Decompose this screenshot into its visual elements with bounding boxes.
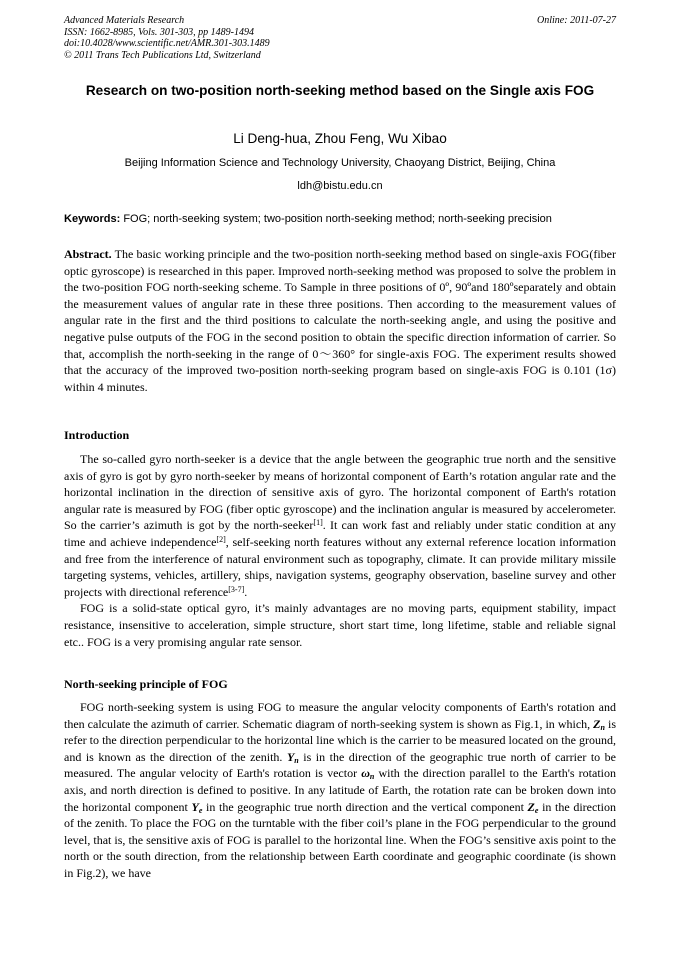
- doi-line: doi:10.4028/www.scientific.net/AMR.301-303.1489: [64, 38, 270, 49]
- intro-text-3: , self-seeking north features without any external reference location information and free from the interference of natural environment such as topography, climate. It can provide military missile targeting systems, vehicles, artillery, ships, navigation systems, geography observation, baseline survey and other projects with directional reference: [64, 534, 616, 599]
- author-email: ldh@bistu.edu.cn: [297, 180, 383, 192]
- copyright-line: © 2011 Trans Tech Publications Ltd, Switzerland: [64, 49, 261, 61]
- abstract-label: Abstract.: [64, 247, 112, 261]
- citation-1: [1]: [313, 518, 323, 528]
- symbol-zn: $Z_n$: [593, 716, 605, 732]
- keywords-text: FOG; north-seeking system; two-position north-seeking method; north-seeking precision: [123, 213, 552, 225]
- journal-header: [64, 15, 616, 61]
- ns-text-6: in the direction of the zenith. To place the FOG on the turntable with the fiber coil’s plane in the FOG perpendicular to the ground level, that is, the sensitive axis of FOG is parallel to the horizontal line. When the FOG’s sensitive axis point to the north or the south direction, from the relationship between Earth coordinate and geographic coordinate (is shown in Fig.2), we have: [64, 799, 616, 880]
- introduction-section: [64, 451, 616, 650]
- abstract-text: The basic working principle and the two-position north-seeking method based on single-axis FOG(fiber optic gyroscope) is researched in this paper. Improved north-seeking method was proposed to solve the problem in the two-position FOG north-seeking scheme. To Sample in three positions of 0º, 90ºand 180ºseparately and obtain the measurement values of angular rate in these three positions. Then according to the measurement values of angular rate in the first and the third positions to calculate the north-seeking angle, and using the positive and negative pulse outputs of the FOG in the second position to obtain the specific direction information of carrier. So that, accomplish the north-seeking in the range of 0～360° for single-axis FOG. The experiment results showed that the accuracy of the improved two-position north-seeking program based on single-axis FOG is 0.101 (1σ) within 4 minutes.: [64, 247, 616, 394]
- intro-text-1: The so-called gyro north-seeker is a device that the angle between the geographic true north and the sensitive axis of gyro is got by gyro north-seeker by means of horizontal component of Earth’s rotation angular rate and the horizontal inclination in the direction of sensitive axis of gyro. The horizontal component of Earth's rotation angular rate is measured by FOG (fiber optic gyroscope) and the inclination angular is measured by accelerometer. So the carrier’s azimuth is got by the north-seeker: [64, 452, 616, 533]
- intro-text-4: .: [244, 584, 248, 599]
- paper-title: Research on two-position north-seeking method based on the Single axis FOG: [85, 83, 595, 98]
- symbol-omega-n: $\omega_n$: [361, 766, 375, 782]
- ns-text-2: is refer to the direction perpendicular to the horizontal line which is the carrier to be measured located on the ground, and is known as the direction of the zenith.: [64, 716, 616, 764]
- ns-text-1: FOG north-seeking system is using FOG to measure the angular velocity components of Earth's rotation and then calculate the azimuth of carrier. Schematic diagram of north-seeking system is shown as Fig.1, in which,: [64, 700, 616, 731]
- ns-text-4: with the direction parallel to the Earth's rotation axis, and north direction is defined to positive. In any latitude of Earth, the rotation rate can be broken down into the horizontal component: [64, 766, 616, 814]
- north-seeking-section: [64, 699, 616, 882]
- intro-text-2: . It can work fast and reliably under static condition at any time and achieve independence: [64, 518, 616, 549]
- symbol-ze: $Z_e$: [527, 799, 539, 815]
- symbol-ye: $Y_e$: [191, 799, 203, 815]
- abstract: [64, 246, 616, 395]
- introduction-heading: Introduction: [64, 428, 130, 442]
- introduction-paragraph-2: FOG is a solid-state optical gyro, it’s mainly advantages are no moving parts, equipment stability, impact resistance, insensitive to acceleration, simple structure, short start time, long lifetime, stable and reliable signal etc.. FOG is a very promising angular rate sensor.: [64, 601, 616, 649]
- citation-2: [2]: [216, 534, 226, 544]
- citation-3-7: [3-7]: [228, 584, 245, 594]
- ns-text-5: in the geographic true north direction and the vertical component: [202, 799, 528, 814]
- online-date: Online: 2011-07-27: [537, 15, 616, 26]
- issn-line: ISSN: 1662-8985, Vols. 301-303, pp 1489-1494: [64, 26, 254, 38]
- north-seeking-heading: North-seeking principle of FOG: [64, 677, 228, 691]
- author-list: Li Deng-hua, Zhou Feng, Wu Xibao: [233, 131, 447, 146]
- introduction-paragraph-1: [64, 451, 616, 600]
- journal-name: Advanced Materials Research: [64, 15, 185, 26]
- keywords: [64, 212, 616, 227]
- symbol-yn: $Y_n$: [286, 749, 299, 765]
- keywords-label: Keywords:: [64, 213, 121, 225]
- affiliation: Beijing Information Science and Technology University, Chaoyang District, Beijing, China: [124, 157, 556, 169]
- north-seeking-paragraph: [64, 699, 616, 882]
- ns-text-3: is in the direction of the geographic true north of carrier to be measured. The angular velocity of Earth's rotation is vector: [64, 749, 617, 781]
